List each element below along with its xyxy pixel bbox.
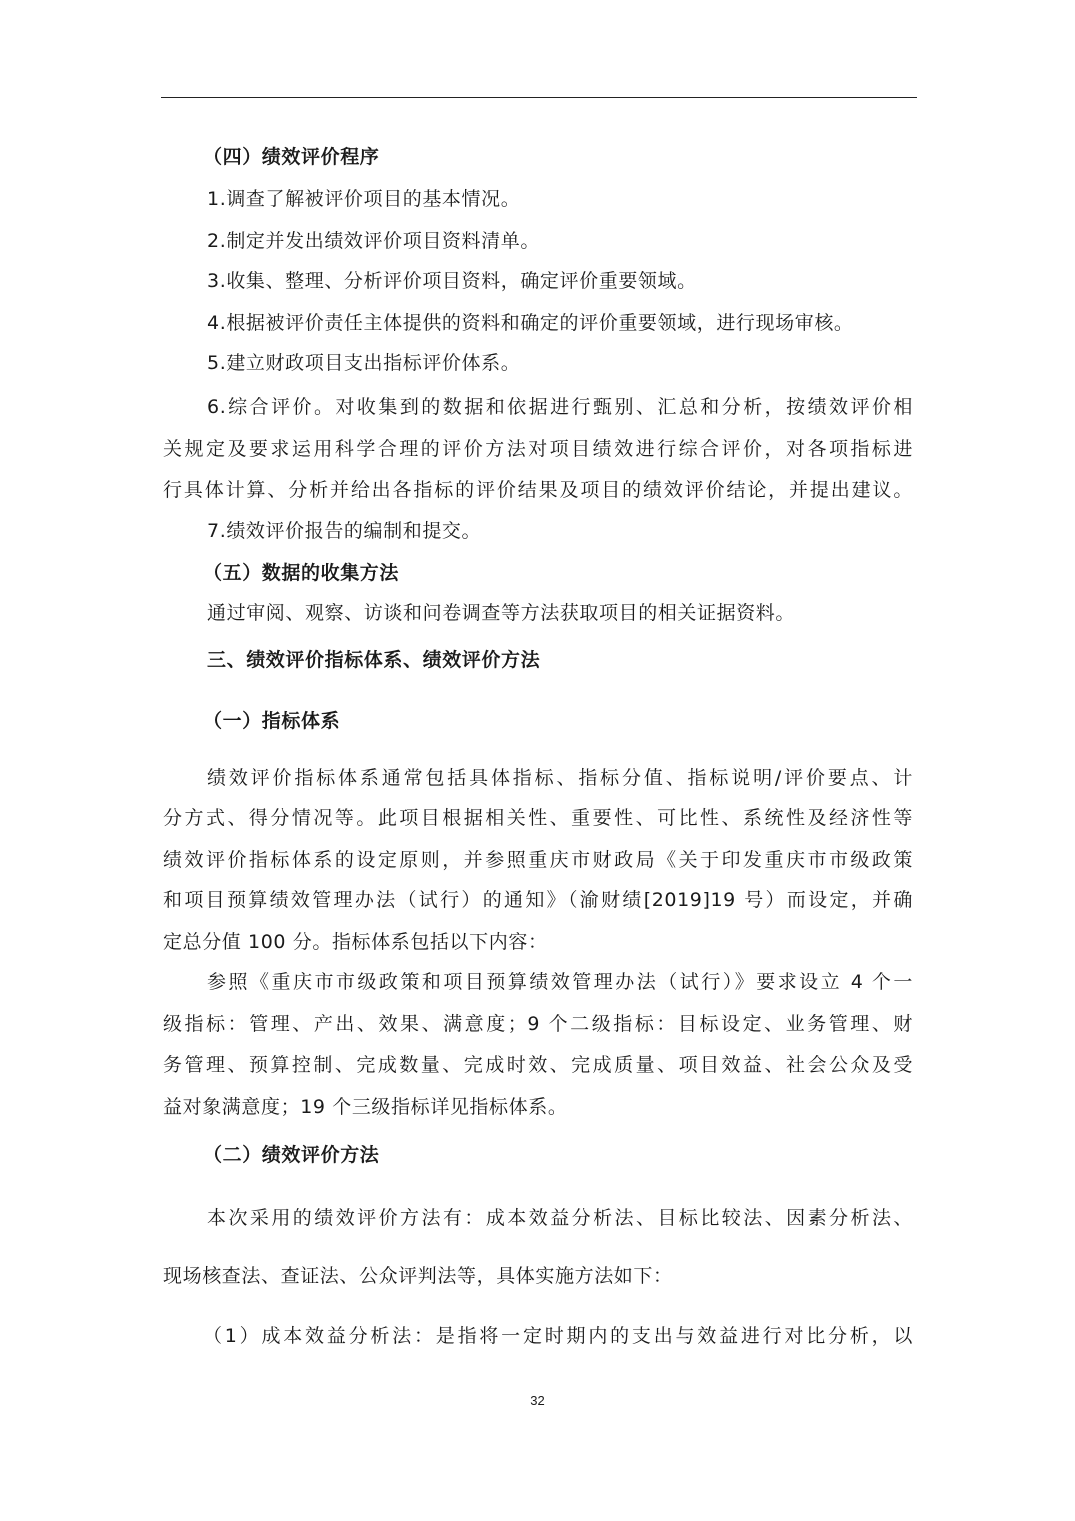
indicator-para-1-line-5: 定总分值 100 分。指标体系包括以下内容：: [163, 931, 548, 953]
procedure-step-1: 1.调查了解被评价项目的基本情况。: [207, 188, 521, 210]
indicator-para-1-line-4: 和项目预算绩效管理办法（试行）的通知》（渝财绩[2019]19 号）而设定，并确: [163, 889, 913, 911]
indicator-para-2-line-3: 务管理、预算控制、完成数量、完成时效、完成质量、项目效益、社会公众及受: [163, 1054, 913, 1076]
indicator-para-1-line-2: 分方式、得分情况等。此项目根据相关性、重要性、可比性、系统性及经济性等: [163, 807, 913, 829]
indicator-para-2-line-4: 益对象满意度；19 个三级指标详见指标体系。: [163, 1096, 568, 1118]
procedure-step-4: 4.根据被评价责任主体提供的资料和确定的评价重要领域，进行现场审核。: [207, 312, 854, 334]
indicator-para-1-line-1: 绩效评价指标体系通常包括具体指标、指标分值、指标说明/评价要点、计: [207, 767, 913, 789]
methods-para-2-line-1: （1）成本效益分析法：是指将一定时期内的支出与效益进行对比分析，以: [203, 1325, 913, 1347]
section-heading-procedure: （四）绩效评价程序: [203, 146, 380, 168]
header-rule: [161, 97, 917, 98]
methods-para-1-line-2: 现场核查法、查证法、公众评判法等，具体实施方法如下：: [163, 1265, 673, 1287]
indicator-para-2-line-2: 级指标：管理、产出、效果、满意度；9 个二级指标：目标设定、业务管理、财: [163, 1013, 913, 1035]
procedure-step-7: 7.绩效评价报告的编制和提交。: [207, 520, 482, 542]
chapter-heading-indicators-methods: 三、绩效评价指标体系、绩效评价方法: [207, 649, 541, 671]
data-collection-text: 通过审阅、观察、访谈和问卷调查等方法获取项目的相关证据资料。: [207, 602, 796, 624]
procedure-step-6-line-3: 行具体计算、分析并给出各指标的评价结果及项目的绩效评价结论，并提出建议。: [163, 479, 913, 501]
procedure-step-6-line-1: 6.综合评价。对收集到的数据和依据进行甄别、汇总和分析，按绩效评价相: [207, 396, 913, 418]
procedure-step-2: 2.制定并发出绩效评价项目资料清单。: [207, 230, 540, 252]
indicator-para-2-line-1: 参照《重庆市市级政策和项目预算绩效管理办法（试行）》要求设立 4 个一: [207, 971, 913, 993]
procedure-step-6-line-2: 关规定及要求运用科学合理的评价方法对项目绩效进行综合评价，对各项指标进: [163, 438, 913, 460]
page-number: 32: [530, 1393, 545, 1408]
procedure-step-5: 5.建立财政项目支出指标评价体系。: [207, 352, 521, 374]
section-heading-indicator-system: （一）指标体系: [203, 710, 341, 732]
section-heading-data-collection: （五）数据的收集方法: [203, 562, 400, 584]
section-heading-evaluation-methods: （二）绩效评价方法: [203, 1144, 380, 1166]
indicator-para-1-line-3: 绩效评价指标体系的设定原则，并参照重庆市财政局《关于印发重庆市市级政策: [163, 849, 913, 871]
methods-para-1-line-1: 本次采用的绩效评价方法有：成本效益分析法、目标比较法、因素分析法、: [207, 1207, 913, 1229]
procedure-step-3: 3.收集、整理、分析评价项目资料，确定评价重要领域。: [207, 270, 697, 292]
